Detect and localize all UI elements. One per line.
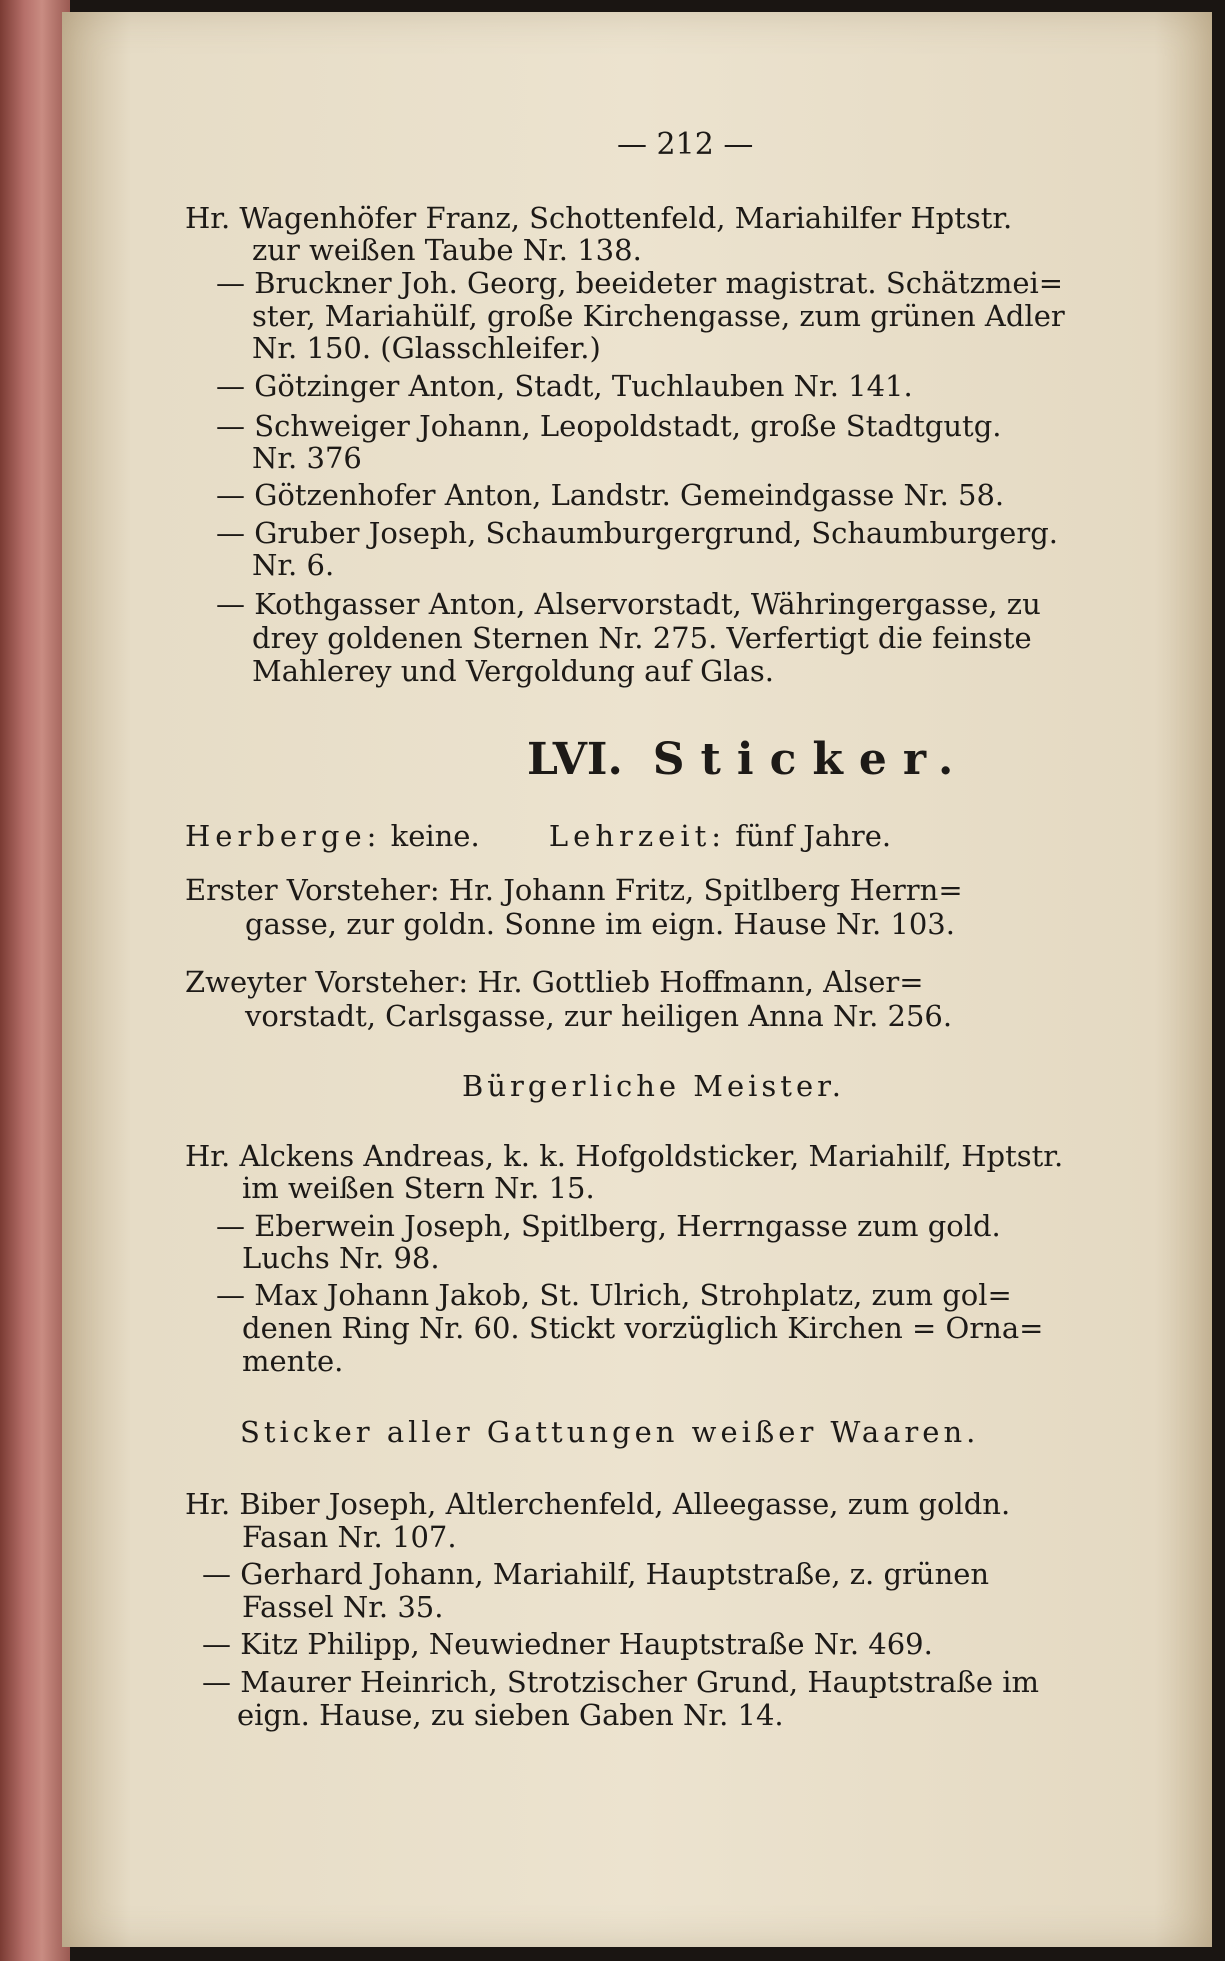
- entry-line: Nr. 6.: [252, 548, 335, 582]
- subheading-weisse-waaren: Sticker aller Gattungen weißer Waaren.: [240, 1415, 980, 1449]
- entry-line: Hr. Biber Joseph, Altlerchenfeld, Alleegasse, zum goldn.: [185, 1487, 1011, 1521]
- entry-line: zur weißen Taube Nr. 138.: [252, 233, 642, 267]
- entry-line: Hr. Alckens Andreas, k. k. Hofgoldsticker, Mariahilf, Hptstr.: [185, 1139, 1064, 1173]
- entry-line: — Gruber Joseph, Schaumburgergrund, Schaumburgerg.: [216, 516, 1058, 550]
- book-spine-edge: [0, 0, 70, 1961]
- entry-line: eign. Hause, zu sieben Gaben Nr. 14.: [237, 1698, 784, 1732]
- page-number: — 212 —: [617, 127, 754, 162]
- entry-line: — Gerhard Johann, Mariahilf, Hauptstraße, z. grünen: [202, 1557, 990, 1591]
- herberge-label: Herberge:: [185, 819, 382, 853]
- entry-line: Luchs Nr. 98.: [242, 1241, 440, 1275]
- entry-line: Fasan Nr. 107.: [242, 1520, 457, 1554]
- subheading-buergerliche: Bürgerliche Meister.: [462, 1069, 846, 1103]
- lehrzeit-value: fünf Jahre.: [735, 819, 892, 853]
- erster-vorsteher-line: gasse, zur goldn. Sonne im eign. Hause Nr. 103.: [245, 907, 955, 941]
- erster-vorsteher-line: Erster Vorsteher: Hr. Johann Fritz, Spitlberg Herrn=: [185, 873, 963, 907]
- lehrzeit-label: Lehrzeit:: [548, 819, 727, 853]
- entry-line: — Kitz Philipp, Neuwiedner Hauptstraße Nr. 469.: [202, 1627, 933, 1661]
- entry-line: — Eberwein Joseph, Spitlberg, Herrngasse zum gold.: [216, 1209, 1001, 1243]
- entry-line: — Götzinger Anton, Stadt, Tuchlauben Nr. 141.: [216, 369, 913, 403]
- herberge-value: keine.: [390, 819, 480, 853]
- zweyter-vorsteher-line: Zweyter Vorsteher: Hr. Gottlieb Hoffmann, Alser=: [185, 965, 924, 999]
- section-title: Sticker.: [652, 734, 970, 785]
- book-page: [62, 12, 1212, 1947]
- section-heading: [527, 734, 969, 785]
- entry-line: Hr. Wagenhöfer Franz, Schottenfeld, Mariahilfer Hptstr.: [185, 201, 1013, 235]
- entry-line: — Max Johann Jakob, St. Ulrich, Strohplatz, zum gol=: [216, 1278, 1012, 1312]
- entry-line: mente.: [242, 1344, 344, 1378]
- zweyter-vorsteher-line: vorstadt, Carlsgasse, zur heiligen Anna Nr. 256.: [245, 999, 953, 1033]
- entry-line: Nr. 150. (Glasschleifer.): [252, 331, 601, 365]
- section-numeral: LVI.: [527, 734, 623, 785]
- entry-line: — Bruckner Joh. Georg, beeideter magistrat. Schätzmei=: [216, 266, 1064, 300]
- entry-line: Fassel Nr. 35.: [242, 1590, 444, 1624]
- entry-line: — Kothgasser Anton, Alservorstadt, Währingergasse, zu: [216, 587, 1041, 621]
- herberge-line: [185, 820, 891, 852]
- entry-line: — Schweiger Johann, Leopoldstadt, große Stadtgutg.: [216, 409, 1002, 443]
- entry-line: — Maurer Heinrich, Strotzischer Grund, Hauptstraße im: [202, 1665, 1040, 1699]
- entry-line: im weißen Stern Nr. 15.: [242, 1171, 595, 1205]
- entry-line: denen Ring Nr. 60. Stickt vorzüglich Kirchen = Orna=: [242, 1311, 1044, 1345]
- entry-line: — Götzenhofer Anton, Landstr. Gemeindgasse Nr. 58.: [216, 478, 1005, 512]
- entry-line: Nr. 376: [252, 441, 362, 475]
- entry-line: Mahlerey und Vergoldung auf Glas.: [252, 654, 774, 688]
- entry-line: drey goldenen Sternen Nr. 275. Verfertigt die feinste: [252, 621, 1032, 655]
- entry-line: ster, Mariahülf, große Kirchengasse, zum grünen Adler: [252, 299, 1065, 333]
